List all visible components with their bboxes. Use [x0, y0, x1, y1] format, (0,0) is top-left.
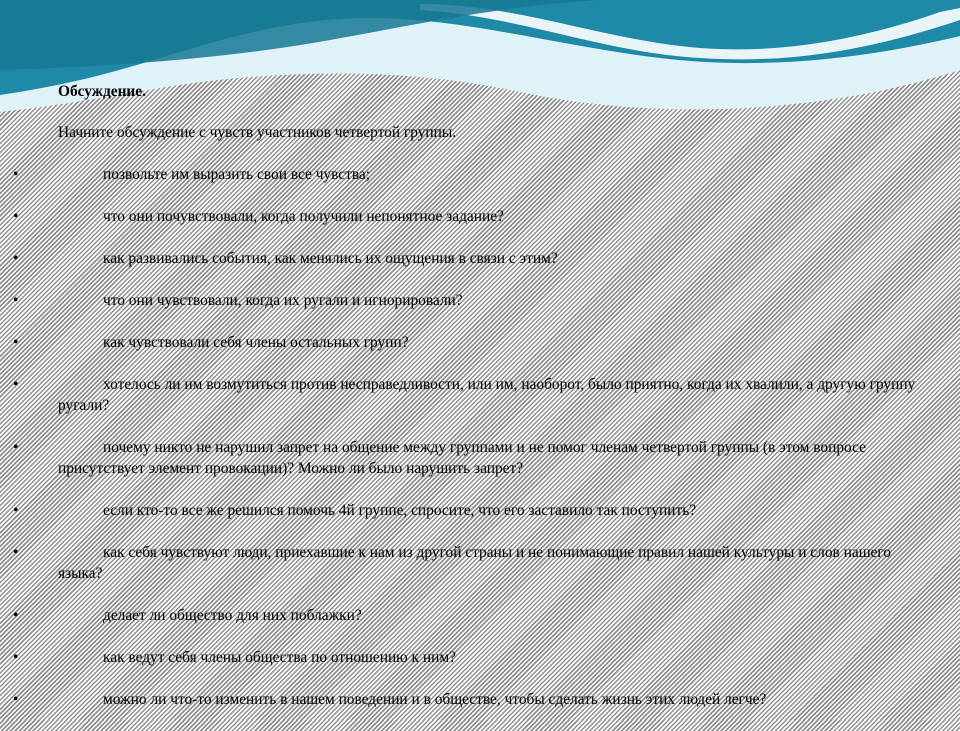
slide-body: [13, 81, 918, 731]
list-item-text: как ведут себя члены общества по отношению к ним?: [103, 649, 456, 666]
bullet-icon: •: [13, 439, 19, 456]
list-item: [13, 689, 918, 710]
bullet-icon: •: [13, 166, 19, 183]
list-item-text: как чувствовали себя члены остальных групп?: [103, 334, 409, 351]
list-item: [13, 437, 918, 479]
bullet-icon: •: [13, 649, 19, 666]
list-item: [13, 332, 918, 353]
list-item: [13, 647, 918, 668]
list-item: [13, 374, 918, 416]
list-item: [13, 290, 918, 311]
list-item: [13, 605, 918, 626]
list-item: [13, 542, 918, 584]
list-item-text: почему никто не нарушил запрет на общение между группами и не помог членам четвертой группы (в этом вопросе присутствует элемент провокации)? Можно ли было нарушить запрет?: [58, 439, 866, 477]
list-item-text: как себя чувствуют люди, приехавшие к нам из другой страны и не понимающие правил нашей культуры и слов нашего языка?: [58, 544, 892, 582]
list-item: [13, 248, 918, 269]
list-item: [13, 164, 918, 185]
list-item-text: позвольте им выразить свои все чувства;: [103, 166, 371, 183]
list-item-text: как развивались события, как менялись их ощущения в связи с этим?: [103, 250, 558, 267]
bullet-icon: •: [13, 334, 19, 351]
bullet-icon: •: [13, 376, 19, 393]
list-item-text: что они почувствовали, когда получили непонятное задание?: [103, 208, 504, 225]
list-item-text: делает ли общество для них поблажки?: [103, 607, 362, 624]
list-item-text: что они чувствовали, когда их ругали и игнорировали?: [103, 292, 463, 309]
bullet-icon: •: [13, 250, 19, 267]
bullet-icon: •: [13, 292, 19, 309]
bullet-icon: •: [13, 607, 19, 624]
bullet-icon: •: [13, 502, 19, 519]
slide-intro: Начните обсуждение с чувств участников четвертой группы.: [58, 124, 457, 141]
bullet-icon: •: [13, 544, 19, 561]
list-item-text: можно ли что-то изменить в нашем поведении и в обществе, чтобы сделать жизнь этих людей легче?: [103, 691, 767, 708]
bullet-icon: •: [13, 691, 19, 708]
list-item-text: хотелось ли им возмутиться против несправедливости, или им, наоборот, было приятно, когда их хвалили, а другую группу ругали?: [58, 376, 916, 414]
bullet-icon: •: [13, 208, 19, 225]
list-item-text: если кто-то все же решился помочь 4й группе, спросите, что его заставило так поступить?: [103, 502, 697, 519]
discussion-question-list: [13, 164, 918, 710]
slide-title: Обсуждение.: [58, 83, 146, 100]
list-item: [13, 206, 918, 227]
list-item: [13, 500, 918, 521]
